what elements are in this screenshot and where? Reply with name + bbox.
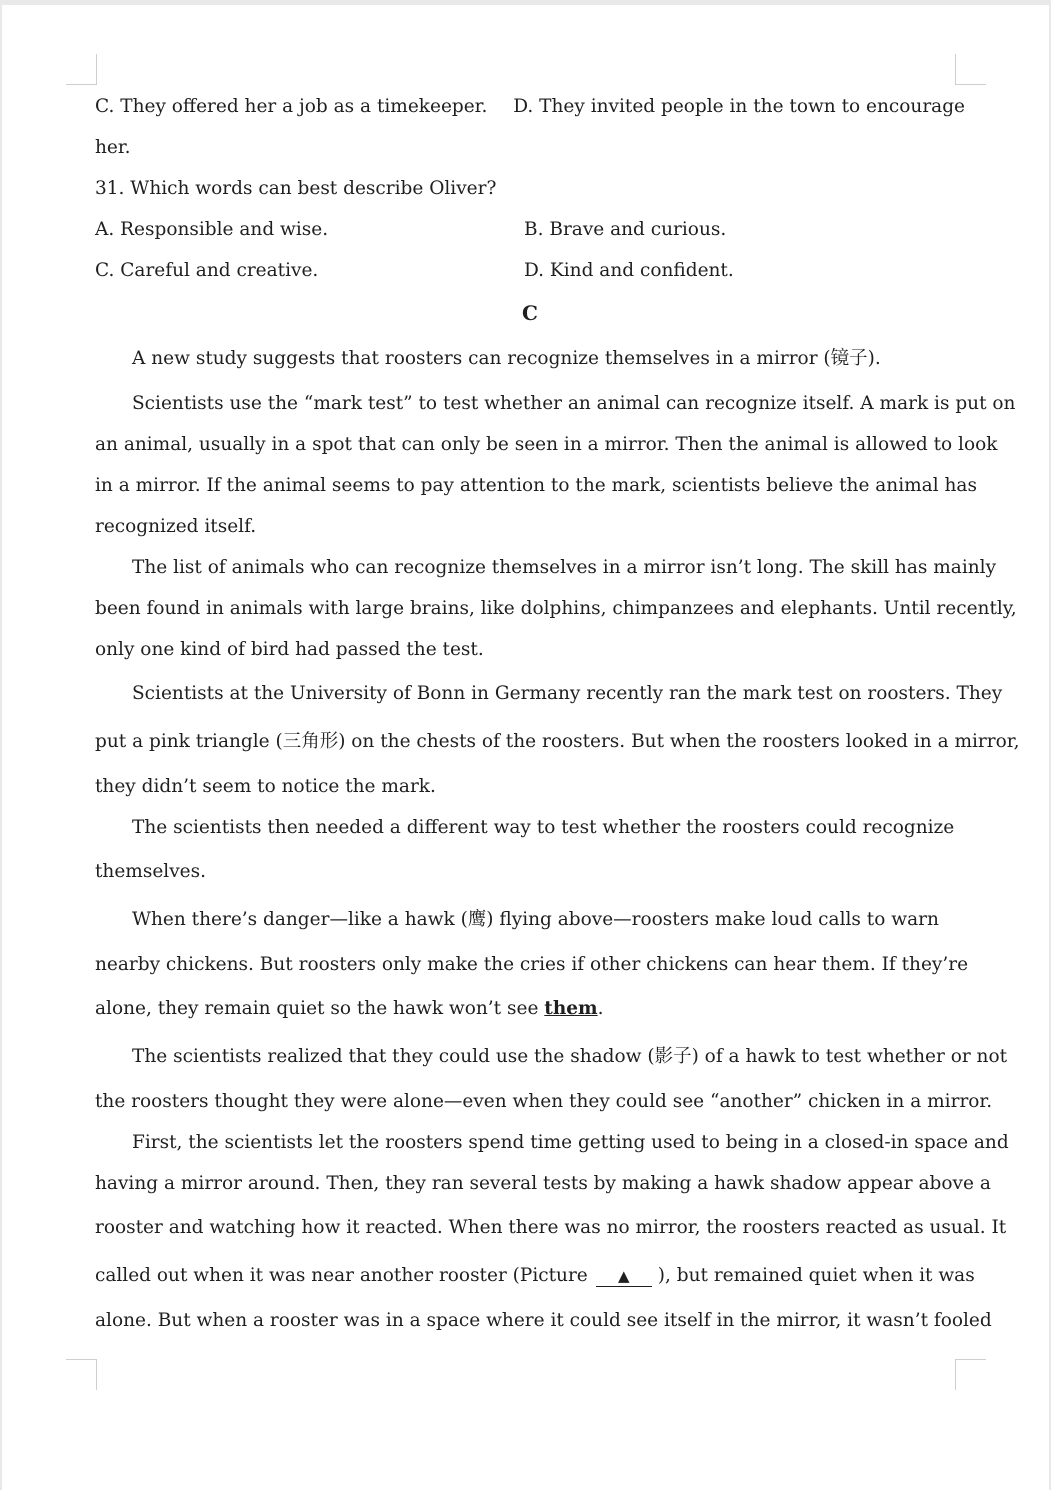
passage-line: Scientists use the “mark test” to test whether an animal can recognize itself. A mark is put on <box>132 393 1016 414</box>
passage-paragraph-1: A new study suggests that roosters can recognize themselves in a mirror (镜子). <box>132 348 881 369</box>
passage-line: recognized itself. <box>95 516 257 537</box>
passage-line: The scientists then needed a different way to test whether the roosters could recognize <box>132 817 955 838</box>
crop-mark-bottom-left <box>66 1359 97 1390</box>
q31-options-ab <box>95 209 965 250</box>
q31-question: 31. Which words can best describe Oliver? <box>95 178 497 199</box>
q31-option-d: D. Kind and confident. <box>524 260 734 281</box>
crop-mark-top-right <box>955 54 986 85</box>
passage-line: rooster and watching how it reacted. When there was no mirror, the roosters reacted as usual. It <box>95 1217 1007 1238</box>
passage-line: been found in animals with large brains, like dolphins, chimpanzees and elephants. Until recently, <box>95 598 1017 619</box>
passage-line: having a mirror around. Then, they ran several tests by making a hawk shadow appear above a <box>95 1173 991 1194</box>
passage-line: an animal, usually in a spot that can only be seen in a mirror. Then the animal is allowed to look <box>95 434 998 455</box>
q31-option-b: B. Brave and curious. <box>524 219 727 240</box>
underlined-word-them: them <box>544 998 598 1019</box>
section-title: C <box>522 301 538 325</box>
passage-line-them <box>95 985 965 1033</box>
passage-line: only one kind of bird had passed the test. <box>95 639 484 660</box>
text-after-them: . <box>597 998 604 1019</box>
crop-mark-top-left <box>66 54 97 85</box>
passage-line: Scientists at the University of Bonn in Germany recently ran the mark test on roosters. They <box>132 683 1003 704</box>
passage-line: put a pink triangle (三角形) on the chests of the roosters. But when the roosters looked in a mirror, <box>95 731 1020 752</box>
q30-options-cd <box>95 86 965 127</box>
q30-option-c: C. They offered her a job as a timekeeper. <box>95 96 488 117</box>
passage-line: in a mirror. If the animal seems to pay attention to the mark, scientists believe the animal has <box>95 475 977 496</box>
passage-line: nearby chickens. But roosters only make the cries if other chickens can hear them. If they’re <box>95 954 969 975</box>
q31-option-c: C. Careful and creative. <box>95 260 319 281</box>
passage-line: When there’s danger—like a hawk (鹰) flying above—roosters make loud calls to warn <box>132 909 939 930</box>
passage-line: The list of animals who can recognize themselves in a mirror isn’t long. The skill has mainly <box>132 557 997 578</box>
passage-line: The scientists realized that they could use the shadow (影子) of a hawk to test whether or not <box>132 1046 1008 1067</box>
passage-line: themselves. <box>95 861 206 882</box>
answer-blank-triangle-icon: ▲ <box>596 1266 652 1287</box>
passage-line-blank <box>95 1252 975 1300</box>
text-before-blank: called out when it was near another rooster (Picture <box>95 1265 588 1286</box>
text-before-them: alone, they remain quiet so the hawk won’t see <box>95 998 545 1019</box>
passage-line: the roosters thought they were alone—even when they could see “another” chicken in a mirror. <box>95 1091 993 1112</box>
passage-line: alone. But when a rooster was in a space where it could see itself in the mirror, it wasn’t fooled <box>95 1310 992 1331</box>
passage-line: First, the scientists let the roosters spend time getting used to being in a closed-in space and <box>132 1132 1009 1153</box>
passage-line: they didn’t seem to notice the mark. <box>95 776 436 797</box>
q30-option-d: D. They invited people in the town to encourage <box>513 96 965 117</box>
q30-option-d-continuation: her. <box>95 137 131 158</box>
page-content <box>95 86 1020 1341</box>
q31-options-cd <box>95 250 965 291</box>
q31-option-a: A. Responsible and wise. <box>95 219 329 240</box>
text-after-blank: ), but remained quiet when it was <box>657 1265 975 1286</box>
crop-mark-bottom-right <box>955 1359 986 1390</box>
